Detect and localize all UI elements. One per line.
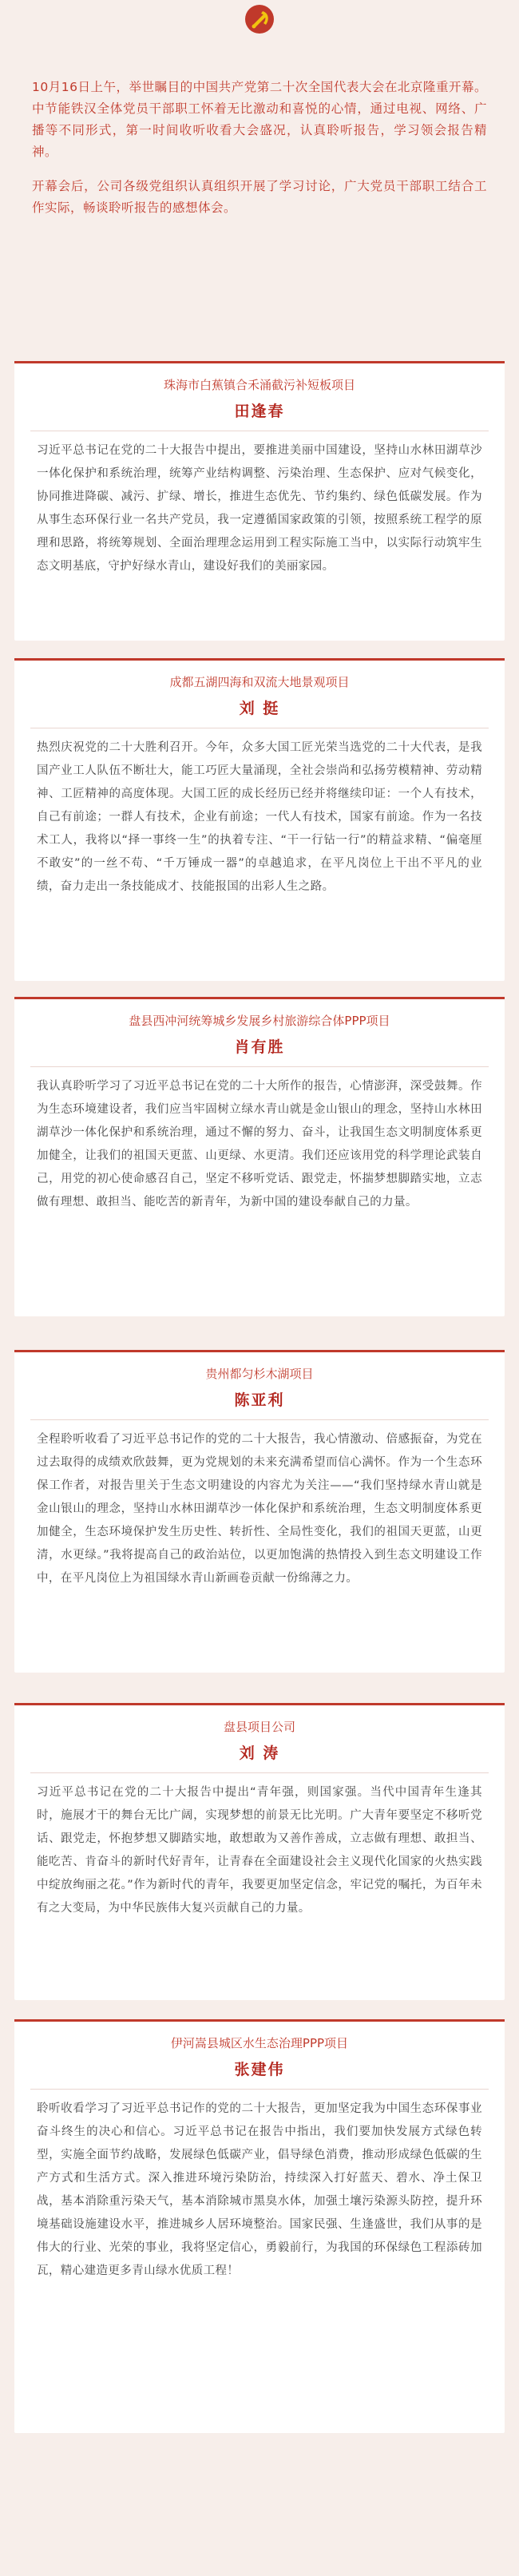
card-project-name: 珠海市白蕉镇合禾涌截污补短板项目 [163, 378, 355, 392]
card-person-name: 刘 挺 [239, 700, 280, 717]
card-body-text: 热烈庆祝党的二十大胜利召开。今年，众多大国工匠光荣当选党的二十大代表，是我国产业工人队伍不断壮大，能工巧匠大量涌现，全社会崇尚和弘扬劳模精神、劳动精神、工匠精神的高度体现。大国工匠的成长经历已经并将继续印证：一个人有技术，自己有前途；一群人有技术，企业有前途；一代人有技术，国家有前途。作为一名技术工人，我将以“择一事终一生”的执着专注、“干一行钻一行”的精益求精、“偏毫厘不敢安”的一丝不苟、“千万锤成一器”的卓越追求，在平凡岗位上干出不平凡的业绩，奋力走出一条技能成才、技能报国的出彩人生之路。 [37, 741, 482, 893]
card-project-name: 贵州都匀杉木湖项目 [205, 1367, 314, 1381]
card-project-name: 成都五湖四海和双流大地景观项目 [169, 675, 350, 689]
card-person-name: 田逢春 [234, 403, 285, 420]
reflection-card-1 [14, 361, 505, 641]
card-divider [30, 1772, 489, 1773]
card-accent-bar [14, 997, 505, 999]
intro-paragraph-1: 10月16日上午，举世瞩目的中国共产党第二十次全国代表大会在北京隆重开幕。中节能铁汉全体党员干部职工怀着无比激动和喜悦的心情，通过电视、网络、广播等不同形式，第一时间收听收看大会盛况，认真聆听报告，学习领会报告精神。 [32, 80, 487, 159]
card-body-text: 习近平总书记在党的二十大报告中提出，要推进美丽中国建设，坚持山水林田湖草沙一体化保护和系统治理，统筹产业结构调整、污染治理、生态保护、应对气候变化，协同推进降碳、减污、扩绿、增长，推进生态优先、节约集约、绿色低碳发展。作为从事生态环保行业一名共产党员，我一定遵循国家政策的引领，按照系统工程学的原理和思路，将统筹规划、全面治理理念运用到工程实际施工当中，以实际行动筑牢生态文明基底，守护好绿水青山，建设好我们的美丽家园。 [37, 444, 482, 573]
card-accent-bar [14, 361, 505, 363]
card-accent-bar [14, 2019, 505, 2022]
card-body-text: 我认真聆听学习了习近平总书记在党的二十大所作的报告，心情澎湃，深受鼓舞。作为生态环境建设者，我们应当牢固树立绿水青山就是金山银山的理念，坚持山水林田湖草沙一体化保护和系统治理，通过不懈的努力、奋斗，让我国生态文明制度体系更加健全，让我们的祖国天更蓝、山更绿、水更清。我们还应该用党的科学理论武装自己，用党的初心使命感召自己，坚定不移听党话、跟党走，怀揣梦想脚踏实地，立志做有理想、敢担当、能吃苦的新青年，为新中国的建设奉献自己的力量。 [37, 1080, 482, 1209]
card-project-name: 伊河嵩县城区水生态治理PPP项目 [170, 2036, 349, 2050]
card-body-text: 聆听收看学习了习近平总书记作的党的二十大报告，更加坚定我为中国生态环保事业奋斗终生的决心和信心。习近平总书记在报告中指出，我们要加快发展方式绿色转型，实施全面节约战略，发展绿色低碳产业，倡导绿色消费，推动形成绿色低碳的生产方式和生活方式。深入推进环境污染防治，持续深入打好蓝天、碧水、净土保卫战，基本消除重污染天气，基本消除城市黑臭水体，加强土壤污染源头防控，提升环境基础设施建设水平，推进城乡人居环境整治。国家民强、生逢盛世，我们从事的是伟大的行业、光荣的事业，我将坚定信心，勇毅前行，为我国的环保绿色工程添砖加瓦，精心建造更多青山绿水优质工程！ [37, 2102, 482, 2277]
card-person-name: 肖有胜 [234, 1038, 285, 1056]
intro-section [32, 77, 487, 232]
card-project-name: 盘县西冲河统筹城乡发展乡村旅游综合体PPP项目 [129, 1014, 390, 1028]
card-person-name: 刘 涛 [239, 1744, 280, 1762]
card-divider [30, 2089, 489, 2090]
card-accent-bar [14, 658, 505, 661]
card-project-name: 盘县项目公司 [223, 1720, 295, 1734]
card-accent-bar [14, 1350, 505, 1352]
reflection-card-5 [14, 1703, 505, 2000]
card-person-name: 张建伟 [234, 2061, 285, 2078]
reflection-card-2 [14, 658, 505, 981]
card-body-text: 全程聆听收看了习近平总书记作的党的二十大报告，我心情激动、倍感振奋，为党在过去取得的成绩欢欣鼓舞，更为党规划的未来充满希望而信心满怀。作为一个生态环保工作者，对报告里关于生态文明建设的内容尤为关注——“我们坚持绿水青山就是金山银山的理念，坚持山水林田湖草沙一体化保护和系统治理，生态文明制度体系更加健全，生态环境保护发生历史性、转折性、全局性变化，我们的祖国天更蓝，山更清，水更绿。”我将提高自己的政治站位，以更加饱满的热情投入到生态文明建设工作中，在平凡岗位上为祖国绿水青山新画卷贡献一份绵薄之力。 [37, 1433, 482, 1585]
reflection-card-4 [14, 1350, 505, 1673]
card-body-text: 习近平总书记在党的二十大报告中提出“青年强，则国家强。当代中国青年生逢其时，施展才干的舞台无比广阔，实现梦想的前景无比光明。广大青年要坚定不移听党话、跟党走，怀抱梦想又脚踏实地，敢想敢为又善作善成，立志做有理想、敢担当、能吃苦、肯奋斗的新时代好青年，让青春在全面建设社会主义现代化国家的火热实践中绽放绚丽之花。”作为新时代的青年，我要更加坚定信念，牢记党的嘱托，为百年未有之大变局，为中华民族伟大复兴贡献自己的力量。 [37, 1786, 482, 1915]
card-divider [30, 1419, 489, 1420]
reflection-card-3 [14, 997, 505, 1316]
reflection-card-6 [14, 2019, 505, 2433]
card-divider [30, 1066, 489, 1067]
card-person-name: 陈亚利 [234, 1391, 285, 1409]
intro-paragraph-2: 开幕会后，公司各级党组织认真组织开展了学习讨论，广大党员干部职工结合工作实际，畅谈聆听报告的感想体会。 [32, 179, 487, 215]
card-accent-bar [14, 1703, 505, 1705]
party-emblem-icon [244, 3, 275, 35]
